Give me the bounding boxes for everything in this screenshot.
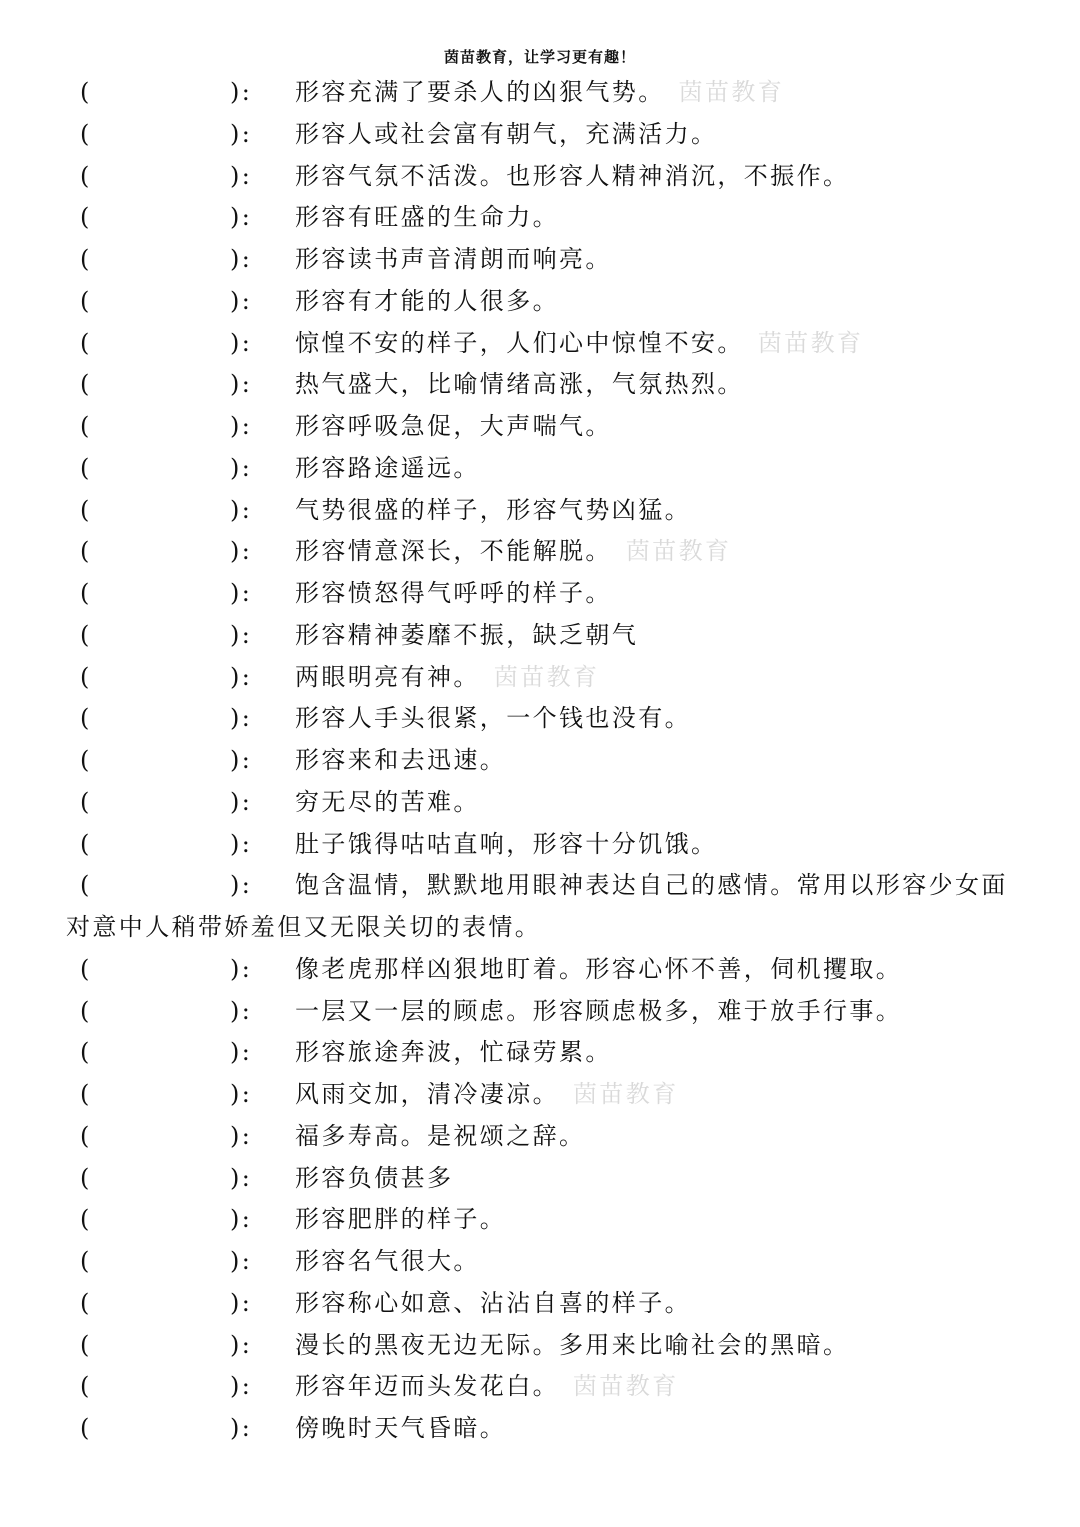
definition-label: 形容精神萎靡不振，缺乏朝气 <box>295 620 639 649</box>
definition-text <box>295 949 1080 991</box>
definition-label: 两眼明亮有神。 <box>295 662 480 691</box>
definition-label: 漫长的黑夜无边无际。多用来比喻社会的黑暗。 <box>295 1330 850 1359</box>
answer-blank-close: ): <box>230 829 253 858</box>
definition-label: 风雨交加，清冷凄凉。 <box>295 1080 559 1108</box>
exercise-item <box>0 698 1080 740</box>
definition-label: 形容来和去迅速。 <box>295 746 507 774</box>
answer-blank-close: ): <box>230 78 253 106</box>
exercise-item <box>0 824 1080 866</box>
exercise-item <box>0 364 1080 406</box>
answer-blank-close: ): <box>230 495 253 524</box>
answer-blank-close: ): <box>230 1330 253 1359</box>
definition-text <box>295 490 1080 532</box>
definition-text <box>295 657 1080 699</box>
answer-blank-open: ( <box>80 1414 92 1442</box>
definition-text <box>295 991 1080 1033</box>
definition-label: 穷无尽的苦难。 <box>295 787 480 816</box>
definition-text <box>295 239 1080 281</box>
exercise-item <box>0 1283 1080 1325</box>
answer-blank-close: ): <box>230 203 253 232</box>
idiom-exercise-list <box>0 72 1080 1450</box>
exercise-item <box>0 406 1080 448</box>
answer-blank-close: ): <box>230 787 253 816</box>
definition-label: 形容路途遥远。 <box>295 453 480 482</box>
exercise-item <box>0 490 1080 532</box>
exercise-item <box>0 615 1080 657</box>
answer-blank-close: ): <box>230 1288 253 1317</box>
watermark-text: 茵苗教育 <box>573 1372 679 1401</box>
answer-blank-open: ( <box>80 829 92 858</box>
answer-blank-open: ( <box>80 704 92 733</box>
definition-label: 形容有才能的人很多。 <box>295 286 559 315</box>
definition-text <box>295 406 1080 448</box>
answer-blank-close: ): <box>230 1163 253 1192</box>
answer-blank-open: ( <box>80 954 92 983</box>
definition-label: 傍晚时天气昏暗。 <box>295 1414 507 1442</box>
exercise-item <box>0 1408 1080 1450</box>
answer-blank-close: ): <box>230 704 253 733</box>
answer-blank-open: ( <box>80 119 92 148</box>
answer-blank-open: ( <box>80 245 92 273</box>
answer-blank-open: ( <box>80 1038 92 1067</box>
definition-text <box>295 698 1080 740</box>
answer-blank-open: ( <box>80 996 92 1025</box>
exercise-item <box>0 1158 1080 1200</box>
exercise-item <box>0 949 1080 991</box>
answer-blank-close: ): <box>230 537 253 566</box>
watermark-text: 茵苗教育 <box>573 1080 679 1108</box>
answer-blank-close: ): <box>230 1080 253 1108</box>
answer-blank-open: ( <box>80 787 92 816</box>
answer-blank-open: ( <box>80 662 92 691</box>
exercise-item <box>0 1032 1080 1074</box>
answer-blank-open: ( <box>80 1247 92 1275</box>
exercise-item <box>0 448 1080 490</box>
definition-text <box>295 1408 1080 1450</box>
definition-text <box>295 1325 1080 1367</box>
definition-text <box>0 865 1016 949</box>
answer-blank-close: ): <box>230 1247 253 1275</box>
definition-text <box>295 156 1080 198</box>
definition-label: 形容愤怒得气呼呼的样子。 <box>295 579 612 607</box>
definition-label: 肚子饿得咕咕直响，形容十分饥饿。 <box>295 829 718 858</box>
answer-blank-open: ( <box>80 203 92 232</box>
answer-blank-close: ): <box>230 119 253 148</box>
definition-label: 形容情意深长，不能解脱。 <box>295 537 612 566</box>
exercise-item <box>0 865 1080 949</box>
definition-text <box>295 1074 1080 1116</box>
answer-blank-open: ( <box>80 1080 92 1108</box>
exercise-item <box>0 1199 1080 1241</box>
definition-label: 形容气氛不活泼。也形容人精神消沉，不振作。 <box>295 161 850 190</box>
answer-blank-close: ): <box>230 1414 253 1442</box>
exercise-item <box>0 657 1080 699</box>
answer-blank-close: ): <box>230 245 253 273</box>
definition-label: 形容负债甚多 <box>295 1163 454 1192</box>
definition-text <box>295 1199 1080 1241</box>
answer-blank-open: ( <box>80 1163 92 1192</box>
answer-blank-close: ): <box>230 328 253 357</box>
watermark-text: 茵苗教育 <box>678 78 785 106</box>
exercise-item <box>0 1074 1080 1116</box>
answer-blank-open: ( <box>80 370 92 399</box>
answer-blank-close: ): <box>230 954 253 983</box>
exercise-item <box>0 239 1080 281</box>
definition-label: 一层又一层的顾虑。形容顾虑极多，难于放手行事。 <box>295 996 903 1025</box>
exercise-item <box>0 1325 1080 1367</box>
exercise-item <box>0 573 1080 615</box>
definition-text <box>295 1241 1080 1283</box>
answer-blank-close: ): <box>230 1121 253 1150</box>
answer-blank-open: ( <box>80 78 92 106</box>
answer-blank-open: ( <box>80 495 92 524</box>
answer-blank-open: ( <box>80 453 92 482</box>
exercise-item <box>0 782 1080 824</box>
answer-blank-close: ): <box>230 1038 253 1067</box>
answer-blank-open: ( <box>80 1330 92 1359</box>
definition-label: 热气盛大，比喻情绪高涨，气氛热烈。 <box>295 370 744 399</box>
definition-label: 形容人手头很紧，一个钱也没有。 <box>295 704 691 733</box>
answer-blank-close: ): <box>230 161 253 190</box>
definition-label: 像老虎那样凶狠地盯着。形容心怀不善，伺机攫取。 <box>295 954 903 983</box>
definition-text <box>295 1283 1080 1325</box>
exercise-item <box>0 531 1080 573</box>
definition-label: 饱含温情，默默地用眼神表达自己的感情。常用以形容少女面对意中人稍带娇羞但又无限关切的表情。 <box>66 871 1008 941</box>
exercise-item <box>0 197 1080 239</box>
definition-text <box>295 72 1080 114</box>
definition-text <box>295 824 1080 866</box>
definition-label: 福多寿高。是祝颂之辞。 <box>295 1121 586 1150</box>
definition-text <box>295 1158 1080 1200</box>
answer-blank-close: ): <box>230 996 253 1025</box>
answer-blank-close: ): <box>230 662 253 691</box>
definition-label: 形容肥胖的样子。 <box>295 1205 507 1234</box>
definition-label: 形容读书声音清朗而响亮。 <box>295 245 612 273</box>
definition-text <box>295 615 1080 657</box>
definition-text <box>295 1116 1080 1158</box>
exercise-item <box>0 156 1080 198</box>
definition-text <box>295 448 1080 490</box>
exercise-item <box>0 114 1080 156</box>
definition-text <box>295 114 1080 156</box>
definition-label: 气势很盛的样子，形容气势凶猛。 <box>295 495 691 524</box>
answer-blank-open: ( <box>80 579 92 607</box>
exercise-item <box>0 991 1080 1033</box>
exercise-item <box>0 323 1080 365</box>
answer-blank-open: ( <box>80 1121 92 1150</box>
definition-label: 形容年迈而头发花白。 <box>295 1372 559 1401</box>
answer-blank-open: ( <box>80 746 92 774</box>
answer-blank-open: ( <box>80 412 92 440</box>
definition-text <box>295 281 1080 323</box>
answer-blank-close: ): <box>230 579 253 607</box>
exercise-item <box>0 72 1080 114</box>
answer-blank-open: ( <box>80 286 92 315</box>
definition-text <box>295 197 1080 239</box>
answer-blank-close: ): <box>230 412 253 440</box>
answer-blank-close: ): <box>230 453 253 482</box>
definition-text <box>295 1032 1080 1074</box>
answer-blank-open: ( <box>80 1288 92 1317</box>
answer-blank-open: ( <box>80 620 92 649</box>
page-header: 茵苗教育，让学习更有趣！ <box>443 48 636 66</box>
answer-blank-close: ): <box>230 370 253 399</box>
exercise-item <box>0 281 1080 323</box>
answer-blank-open: ( <box>80 537 92 566</box>
exercise-item <box>0 740 1080 782</box>
answer-blank-close: ): <box>230 1205 253 1234</box>
watermark-text: 茵苗教育 <box>493 662 600 691</box>
definition-label: 形容旅途奔波，忙碌劳累。 <box>295 1038 612 1067</box>
exercise-item <box>0 1116 1080 1158</box>
definition-text <box>295 364 1080 406</box>
definition-label: 形容名气很大。 <box>295 1247 480 1275</box>
answer-blank-open: ( <box>80 1372 92 1401</box>
definition-text <box>295 573 1080 615</box>
watermark-text: 茵苗教育 <box>625 537 732 566</box>
answer-blank-open: ( <box>80 871 92 900</box>
answer-blank-close: ): <box>230 286 253 315</box>
answer-blank-open: ( <box>80 1205 92 1234</box>
definition-label: 形容充满了要杀人的凶狠气势。 <box>295 78 665 106</box>
answer-blank-open: ( <box>80 161 92 190</box>
exercise-item <box>0 1241 1080 1283</box>
definition-label: 形容称心如意、沾沾自喜的样子。 <box>295 1288 691 1317</box>
definition-text <box>295 1366 1080 1408</box>
answer-blank-close: ): <box>230 746 253 774</box>
definition-label: 惊惶不安的样子，人们心中惊惶不安。 <box>295 328 744 357</box>
definition-text <box>295 740 1080 782</box>
definition-text <box>295 531 1080 573</box>
definition-label: 形容呼吸急促，大声喘气。 <box>295 412 612 440</box>
watermark-text: 茵苗教育 <box>757 328 864 357</box>
answer-blank-close: ): <box>230 871 253 900</box>
answer-blank-close: ): <box>230 1372 253 1401</box>
definition-text <box>295 323 1080 365</box>
definition-label: 形容有旺盛的生命力。 <box>295 203 559 232</box>
definition-text <box>295 782 1080 824</box>
exercise-item <box>0 1366 1080 1408</box>
answer-blank-open: ( <box>80 328 92 357</box>
definition-label: 形容人或社会富有朝气，充满活力。 <box>295 119 718 148</box>
answer-blank-close: ): <box>230 620 253 649</box>
